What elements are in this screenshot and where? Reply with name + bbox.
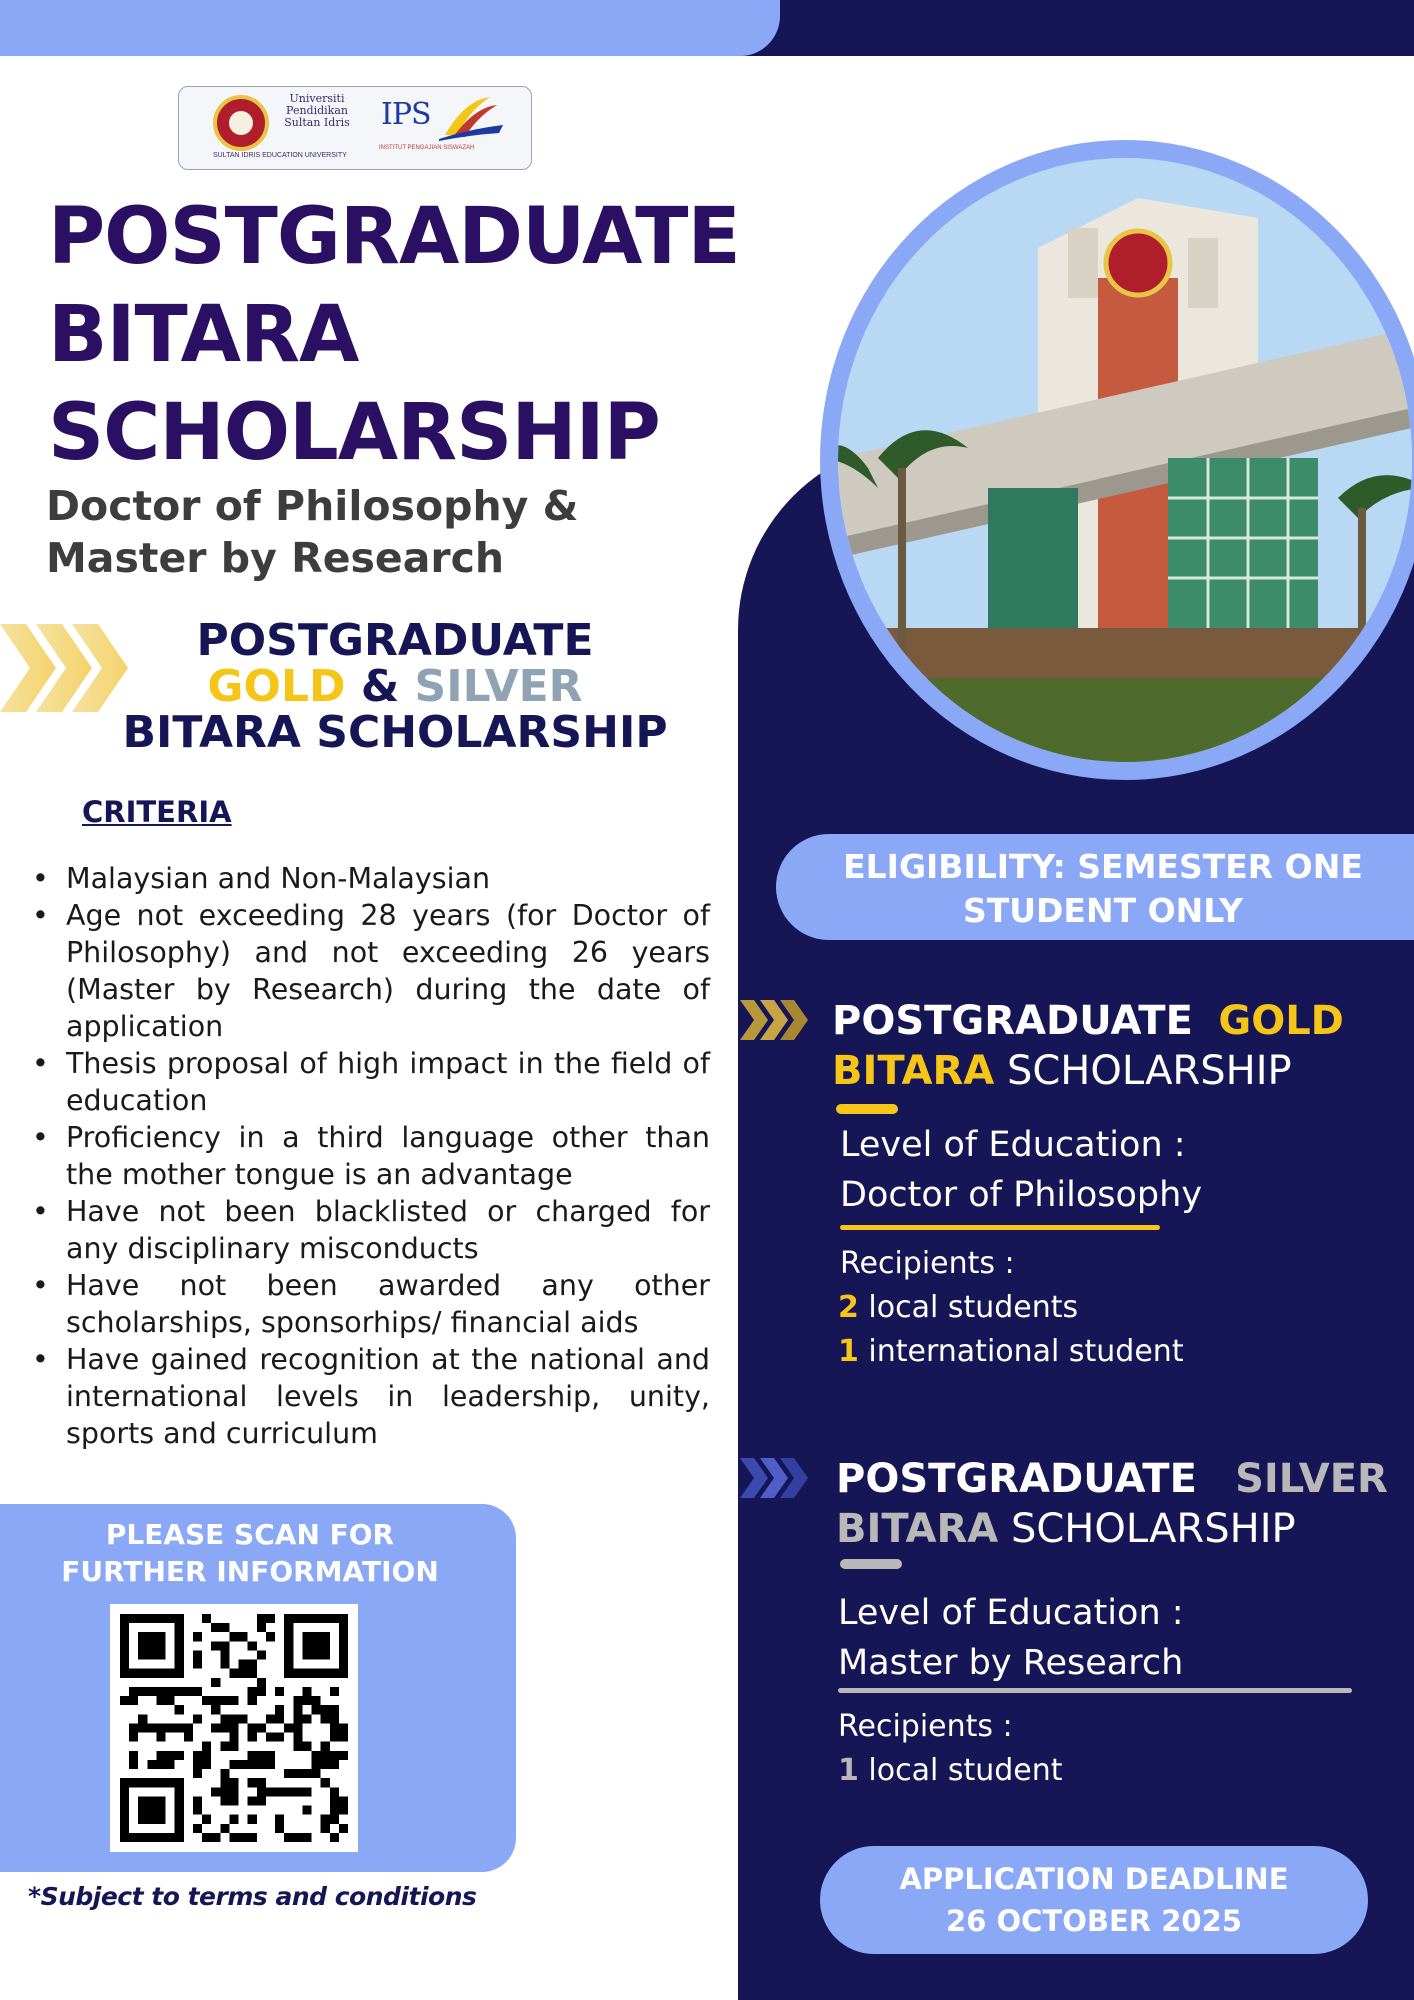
list-item: • Have not been awarded any other scholarships, sponsorhips/ financial aids (28, 1267, 710, 1341)
gold-word-scholarship: SCHOLARSHIP (1006, 1048, 1292, 1094)
scan-text (10, 1516, 490, 1590)
criteria-heading: CRITERIA (82, 795, 232, 829)
terms-note: *Subject to terms and conditions (28, 1882, 477, 1911)
gs-line-2 (108, 661, 682, 712)
deadline-pill (820, 1846, 1368, 1954)
page-subtitle (46, 480, 578, 584)
list-item: • Age not exceeding 28 years (for Doctor of Philosophy) and not exceeding 26 years (Master by Research) during the date of application (28, 897, 710, 1045)
scan-box (0, 1504, 516, 1872)
silver-underline (838, 1688, 1352, 1693)
list-item: • Malaysian and Non-Malaysian (28, 860, 710, 897)
qr-code-graphic (120, 1614, 348, 1842)
list-item: • Have not been blacklisted or charged for any disciplinary misconducts (28, 1193, 710, 1267)
scan-line-2: FURTHER INFORMATION (61, 1555, 439, 1588)
subtitle-line-1: Doctor of Philosophy & (46, 482, 579, 530)
silver-local-text: local student (858, 1753, 1063, 1788)
chevron-right-icon (740, 1000, 810, 1040)
list-item: • Proficiency in a third language other than the mother tongue is an advantage (28, 1119, 710, 1193)
silver-level-value: Master by Research (838, 1643, 1184, 1683)
upsi-subtitle: SULTAN IDRIS EDUCATION UNIVERSITY (213, 152, 347, 159)
gold-level-value: Doctor of Philosophy (840, 1175, 1203, 1215)
deadline-text (820, 1858, 1368, 1942)
ips-logo-icon: IPS (381, 97, 431, 132)
silver-recipients-label: Recipients : (838, 1709, 1013, 1744)
list-item: • Thesis proposal of high impact in the field of education (28, 1045, 710, 1119)
gold-word-bitara: BITARA (832, 1048, 995, 1094)
gold-tier-word: GOLD (1218, 998, 1344, 1044)
page-title (48, 188, 740, 482)
silver-level-label: Level of Education : (838, 1593, 1184, 1633)
gold-intl-count: 1 (838, 1334, 859, 1369)
qr-code-icon[interactable] (110, 1604, 358, 1852)
title-line-1: POSTGRADUATE (48, 192, 740, 282)
gs-gold-word: GOLD (207, 661, 346, 712)
gold-silver-heading (108, 615, 682, 758)
gs-amp: & (345, 661, 415, 712)
ips-subtitle: INSTITUT PENGAJIAN SISWAZAH (379, 145, 475, 151)
campus-building-image (838, 158, 1412, 762)
silver-local-recipients (838, 1749, 1063, 1793)
gold-intl-text: international student (858, 1334, 1184, 1369)
top-banner-accent (0, 0, 780, 56)
deadline-line-1: APPLICATION DEADLINE (899, 1862, 1289, 1896)
eligibility-line-1: ELIGIBILITY: SEMESTER ONE (843, 847, 1363, 886)
gold-underline (840, 1225, 1160, 1230)
gs-line-3: BITARA SCHOLARSHIP (122, 707, 668, 758)
criteria-list (28, 860, 710, 1452)
title-line-2: BITARA (48, 290, 359, 380)
building-illustration (838, 158, 1412, 762)
gold-scholarship-title (832, 996, 1344, 1096)
silver-divider (840, 1559, 902, 1569)
gold-recipients-label: Recipients : (840, 1246, 1015, 1281)
chevron-right-icon (740, 1458, 810, 1498)
gold-local-text: local students (858, 1290, 1079, 1325)
gold-divider (836, 1104, 898, 1114)
upsi-name: Universiti Pendidikan Sultan Idris (284, 92, 350, 129)
silver-tier-word: SILVER (1235, 1456, 1388, 1502)
silver-word-bitara: BITARA (836, 1506, 999, 1552)
eligibility-pill (776, 834, 1414, 940)
eligibility-line-2: STUDENT ONLY (962, 891, 1244, 930)
silver-local-count: 1 (838, 1753, 859, 1788)
title-line-3: SCHOLARSHIP (48, 388, 660, 478)
gold-level-label: Level of Education : (840, 1125, 1186, 1165)
subtitle-line-2: Master by Research (46, 534, 505, 582)
eligibility-text (776, 845, 1414, 933)
silver-scholarship-title (836, 1454, 1388, 1554)
university-seal-icon (213, 95, 269, 151)
silver-word-scholarship: SCHOLARSHIP (1010, 1506, 1296, 1552)
deadline-date: 26 OCTOBER 2025 (946, 1904, 1242, 1938)
gs-silver-word: SILVER (414, 661, 583, 712)
campus-photo (820, 140, 1414, 780)
scan-line-1: PLEASE SCAN FOR (105, 1518, 395, 1551)
gold-word-postgraduate: POSTGRADUATE (832, 998, 1193, 1044)
list-item: • Have gained recognition at the national and international levels in leadership, unity, sports and curriculum (28, 1341, 710, 1452)
gold-local-recipients (838, 1286, 1078, 1330)
gold-intl-recipients (838, 1330, 1184, 1374)
silver-word-postgraduate: POSTGRADUATE (836, 1456, 1197, 1502)
gs-line-1: POSTGRADUATE (196, 615, 594, 666)
logo-strip (178, 86, 532, 170)
ips-swoosh-icon (435, 95, 505, 145)
gold-local-count: 2 (838, 1290, 859, 1325)
